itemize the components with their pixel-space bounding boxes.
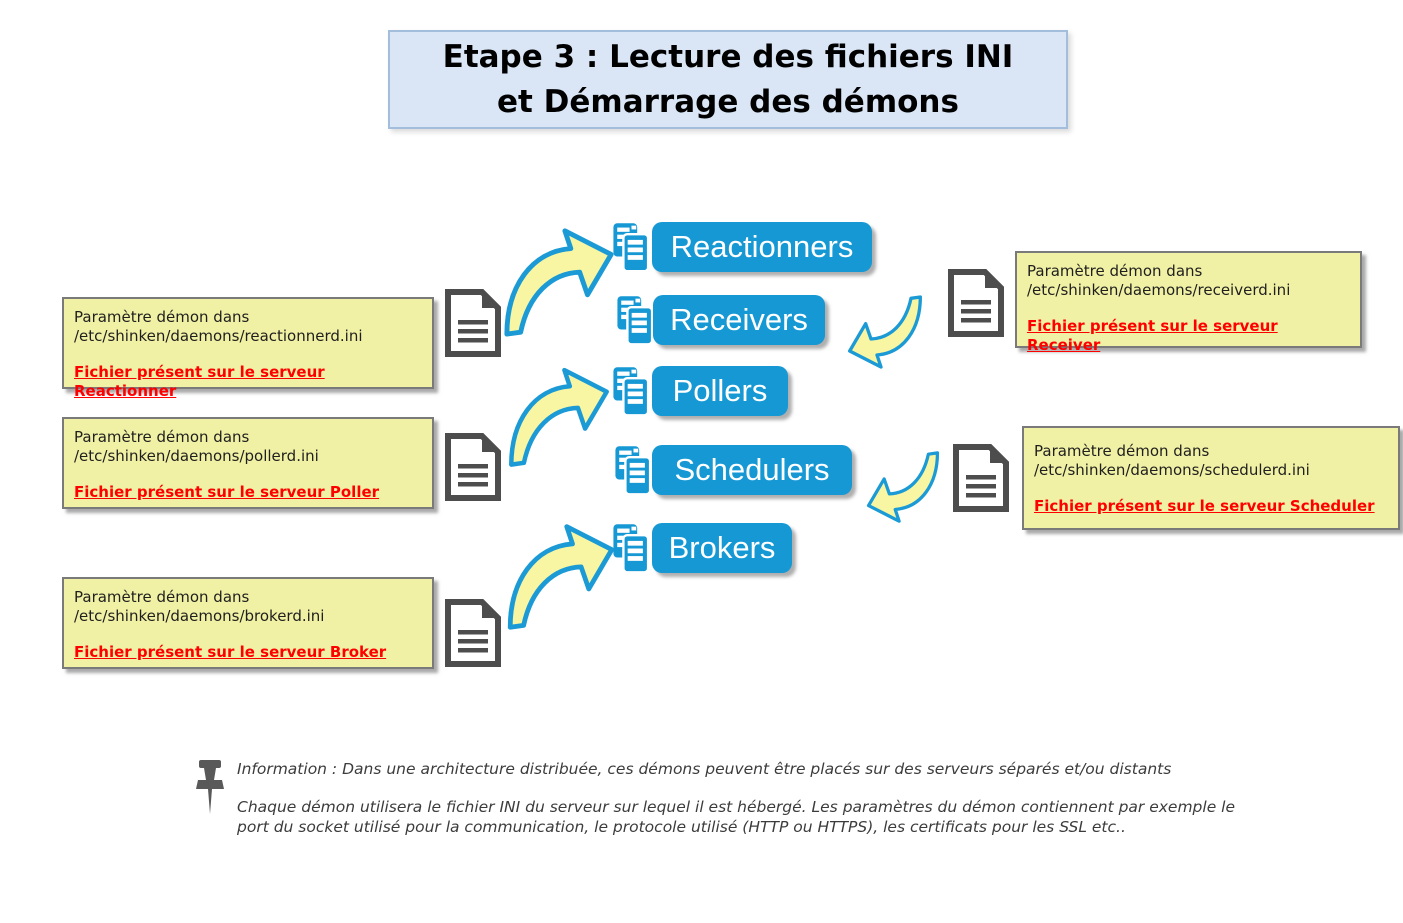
daemon-files-icon (616, 294, 654, 347)
curved-arrow-icon (500, 362, 618, 474)
note-text-line2: /etc/shinken/daemons/reactionnerd.ini (74, 327, 363, 345)
title-line-1: Etape 3 : Lecture des fichiers INI (442, 38, 1014, 75)
node-receivers: Receivers (653, 295, 825, 345)
curved-arrow-icon (502, 518, 620, 637)
note-highlight: Fichier présent sur le serveur Receiver (1027, 317, 1278, 354)
note-highlight: Fichier présent sur le serveur Scheduler (1034, 497, 1375, 515)
note-poller (62, 417, 434, 509)
note-scheduler (1022, 426, 1400, 530)
title-line-2: et Démarrage des démons (497, 83, 959, 120)
title-box (388, 30, 1068, 129)
note-text-line1: Paramètre démon dans (1027, 262, 1203, 280)
note-highlight: Fichier présent sur le serveur Poller (74, 483, 380, 501)
note-text-line1: Paramètre démon dans (1034, 442, 1210, 460)
footer-info-line: Information : Dans une architecture distribuée, ces démons peuvent être placés sur des serveurs séparés et/ou distants (237, 760, 1172, 778)
note-reactionner (62, 297, 434, 400)
footer-paragraph: Chaque démon utilisera le fichier INI du serveur sur lequel il est hébergé. Les paramètres du démon contiennent par exemple le port du socket utilisé pour la communication, le protocole utilisé (HTTP ou HTTPS), les certificats pour les SSL etc.. (237, 798, 1236, 836)
ini-file-icon (444, 432, 502, 502)
curved-arrow-icon (828, 293, 942, 377)
note-text-line1: Paramètre démon dans (74, 428, 250, 446)
ini-file-icon (444, 598, 502, 668)
node-reactionners: Reactionners (652, 222, 872, 272)
daemon-files-icon (614, 444, 652, 497)
note-text-line2: /etc/shinken/daemons/pollerd.ini (74, 447, 319, 465)
note-text-line1: Paramètre démon dans (74, 588, 250, 606)
note-text-line2: /etc/shinken/daemons/receiverd.ini (1027, 281, 1291, 299)
curved-arrow-icon (500, 222, 618, 344)
note-text-line1: Paramètre démon dans (74, 308, 250, 326)
node-pollers: Pollers (652, 366, 788, 416)
note-text-line2: /etc/shinken/daemons/brokerd.ini (74, 607, 325, 625)
node-schedulers: Schedulers (652, 445, 852, 495)
note-highlight: Fichier présent sur le serveur Reactionner (74, 363, 325, 400)
ini-file-icon (952, 443, 1010, 513)
note-text-line2: /etc/shinken/daemons/schedulerd.ini (1034, 461, 1310, 479)
curved-arrow-icon (853, 449, 953, 531)
node-brokers: Brokers (652, 523, 792, 573)
note-receiver (1015, 251, 1362, 354)
note-broker (62, 577, 434, 669)
ini-file-icon (444, 288, 502, 358)
ini-file-icon (947, 268, 1005, 338)
pushpin-icon (192, 760, 228, 816)
note-highlight: Fichier présent sur le serveur Broker (74, 643, 387, 661)
